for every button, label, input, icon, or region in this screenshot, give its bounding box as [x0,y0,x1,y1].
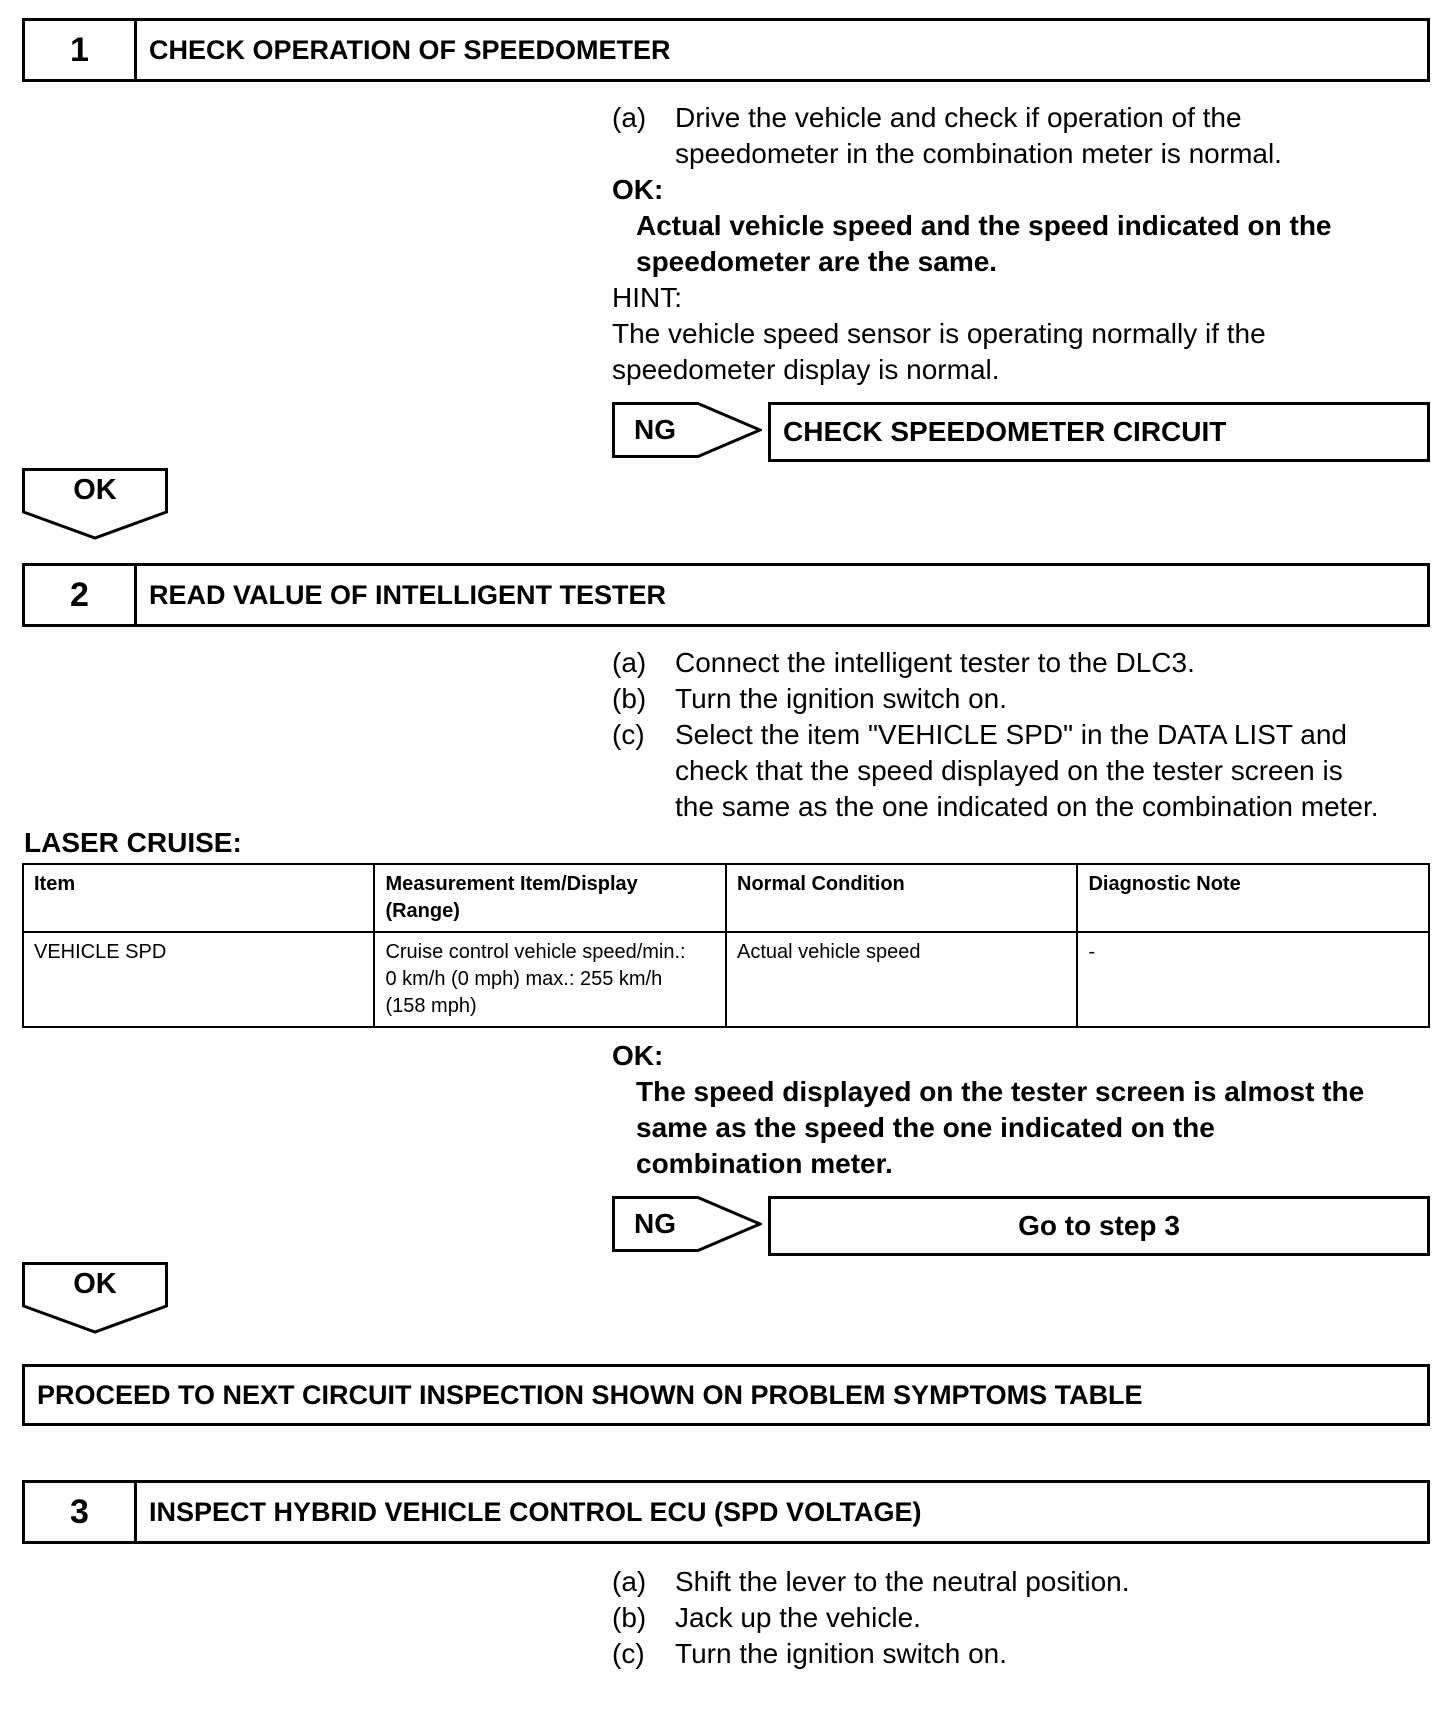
instruction-label: (a) [612,102,647,133]
instruction-label: (c) [612,1638,645,1669]
cell-normal-condition: Actual vehicle speed [726,932,1077,1027]
cell-item: VEHICLE SPD [23,932,374,1027]
instruction-text: speedometer in the combination meter is normal. [675,138,1282,169]
step-title: CHECK OPERATION OF SPEEDOMETER [149,34,671,65]
ok-criteria-text: same as the speed the one indicated on the [636,1112,1215,1143]
instruction-label: (b) [612,683,647,714]
instruction-label: (c) [612,719,645,750]
ok-criteria-text: combination meter. [636,1148,893,1179]
data-list-table [22,863,1430,1028]
ok-label: OK [73,474,117,506]
instruction-text: the same as the one indicated on the combination meter. [675,791,1379,822]
table-header-row [23,864,1429,932]
ng-label: NG [634,414,676,445]
ng-action-box: Go to step 3 [768,1196,1430,1256]
ng-action-box: CHECK SPEEDOMETER CIRCUIT [768,402,1430,462]
instruction-text: Select the item "VEHICLE SPD" in the DATA LIST and [675,719,1347,750]
ok-label: OK [73,1268,117,1300]
step-1-header [22,18,1430,82]
instruction-text: Jack up the vehicle. [675,1602,921,1633]
instruction-text: Turn the ignition switch on. [675,1638,1008,1669]
instruction-label: (a) [612,1566,647,1597]
step-3-header [22,1480,1430,1544]
ok-branch-tag [22,1262,168,1334]
table-row [23,932,1429,1027]
header-diagnostic-note: Diagnostic Note [1077,864,1429,932]
instruction-text: Drive the vehicle and check if operation of the [675,102,1242,133]
ng-branch-tag [612,1196,762,1252]
header-measurement: Measurement Item/Display (Range) [374,864,726,932]
ok-criteria-label: OK: [612,174,664,205]
header-normal-condition: Normal Condition [726,864,1077,932]
ok-criteria-text: Actual vehicle speed and the speed indicated on the [636,210,1332,241]
hint-text: The vehicle speed sensor is operating normally if the [612,318,1266,349]
hint-label: HINT: [612,282,682,313]
hint-text: speedometer display is normal. [612,354,1000,385]
instruction-text: Shift the lever to the neutral position. [675,1566,1130,1597]
step-title: INSPECT HYBRID VEHICLE CONTROL ECU (SPD VOLTAGE) [149,1496,922,1527]
instruction-label: (b) [612,1602,647,1633]
ok-branch-tag [22,468,168,540]
step-title: READ VALUE OF INTELLIGENT TESTER [149,579,667,610]
proceed-box: PROCEED TO NEXT CIRCUIT INSPECTION SHOWN ON PROBLEM SYMPTOMS TABLE [22,1364,1430,1426]
cell-measurement: Cruise control vehicle speed/min.: 0 km/h (0 mph) max.: 255 km/h (158 mph) [374,932,726,1027]
header-item: Item [23,864,374,932]
step-number: 1 [25,21,137,79]
instruction-label: (a) [612,647,647,678]
instruction-text: Connect the intelligent tester to the DLC3. [675,647,1195,678]
ok-criteria-label: OK: [612,1040,664,1071]
ok-criteria-text: speedometer are the same. [636,246,998,277]
ng-branch-tag [612,402,762,458]
ok-criteria-text: The speed displayed on the tester screen is almost the [636,1076,1365,1107]
step-number: 2 [25,566,137,624]
ng-label: NG [634,1208,676,1239]
instruction-text: check that the speed displayed on the tester screen is [675,755,1343,786]
cell-diagnostic-note: - [1077,932,1429,1027]
step-number: 3 [25,1483,137,1541]
instruction-text: Turn the ignition switch on. [675,683,1008,714]
step-2-header [22,563,1430,627]
table-caption: LASER CRUISE: [24,827,242,858]
